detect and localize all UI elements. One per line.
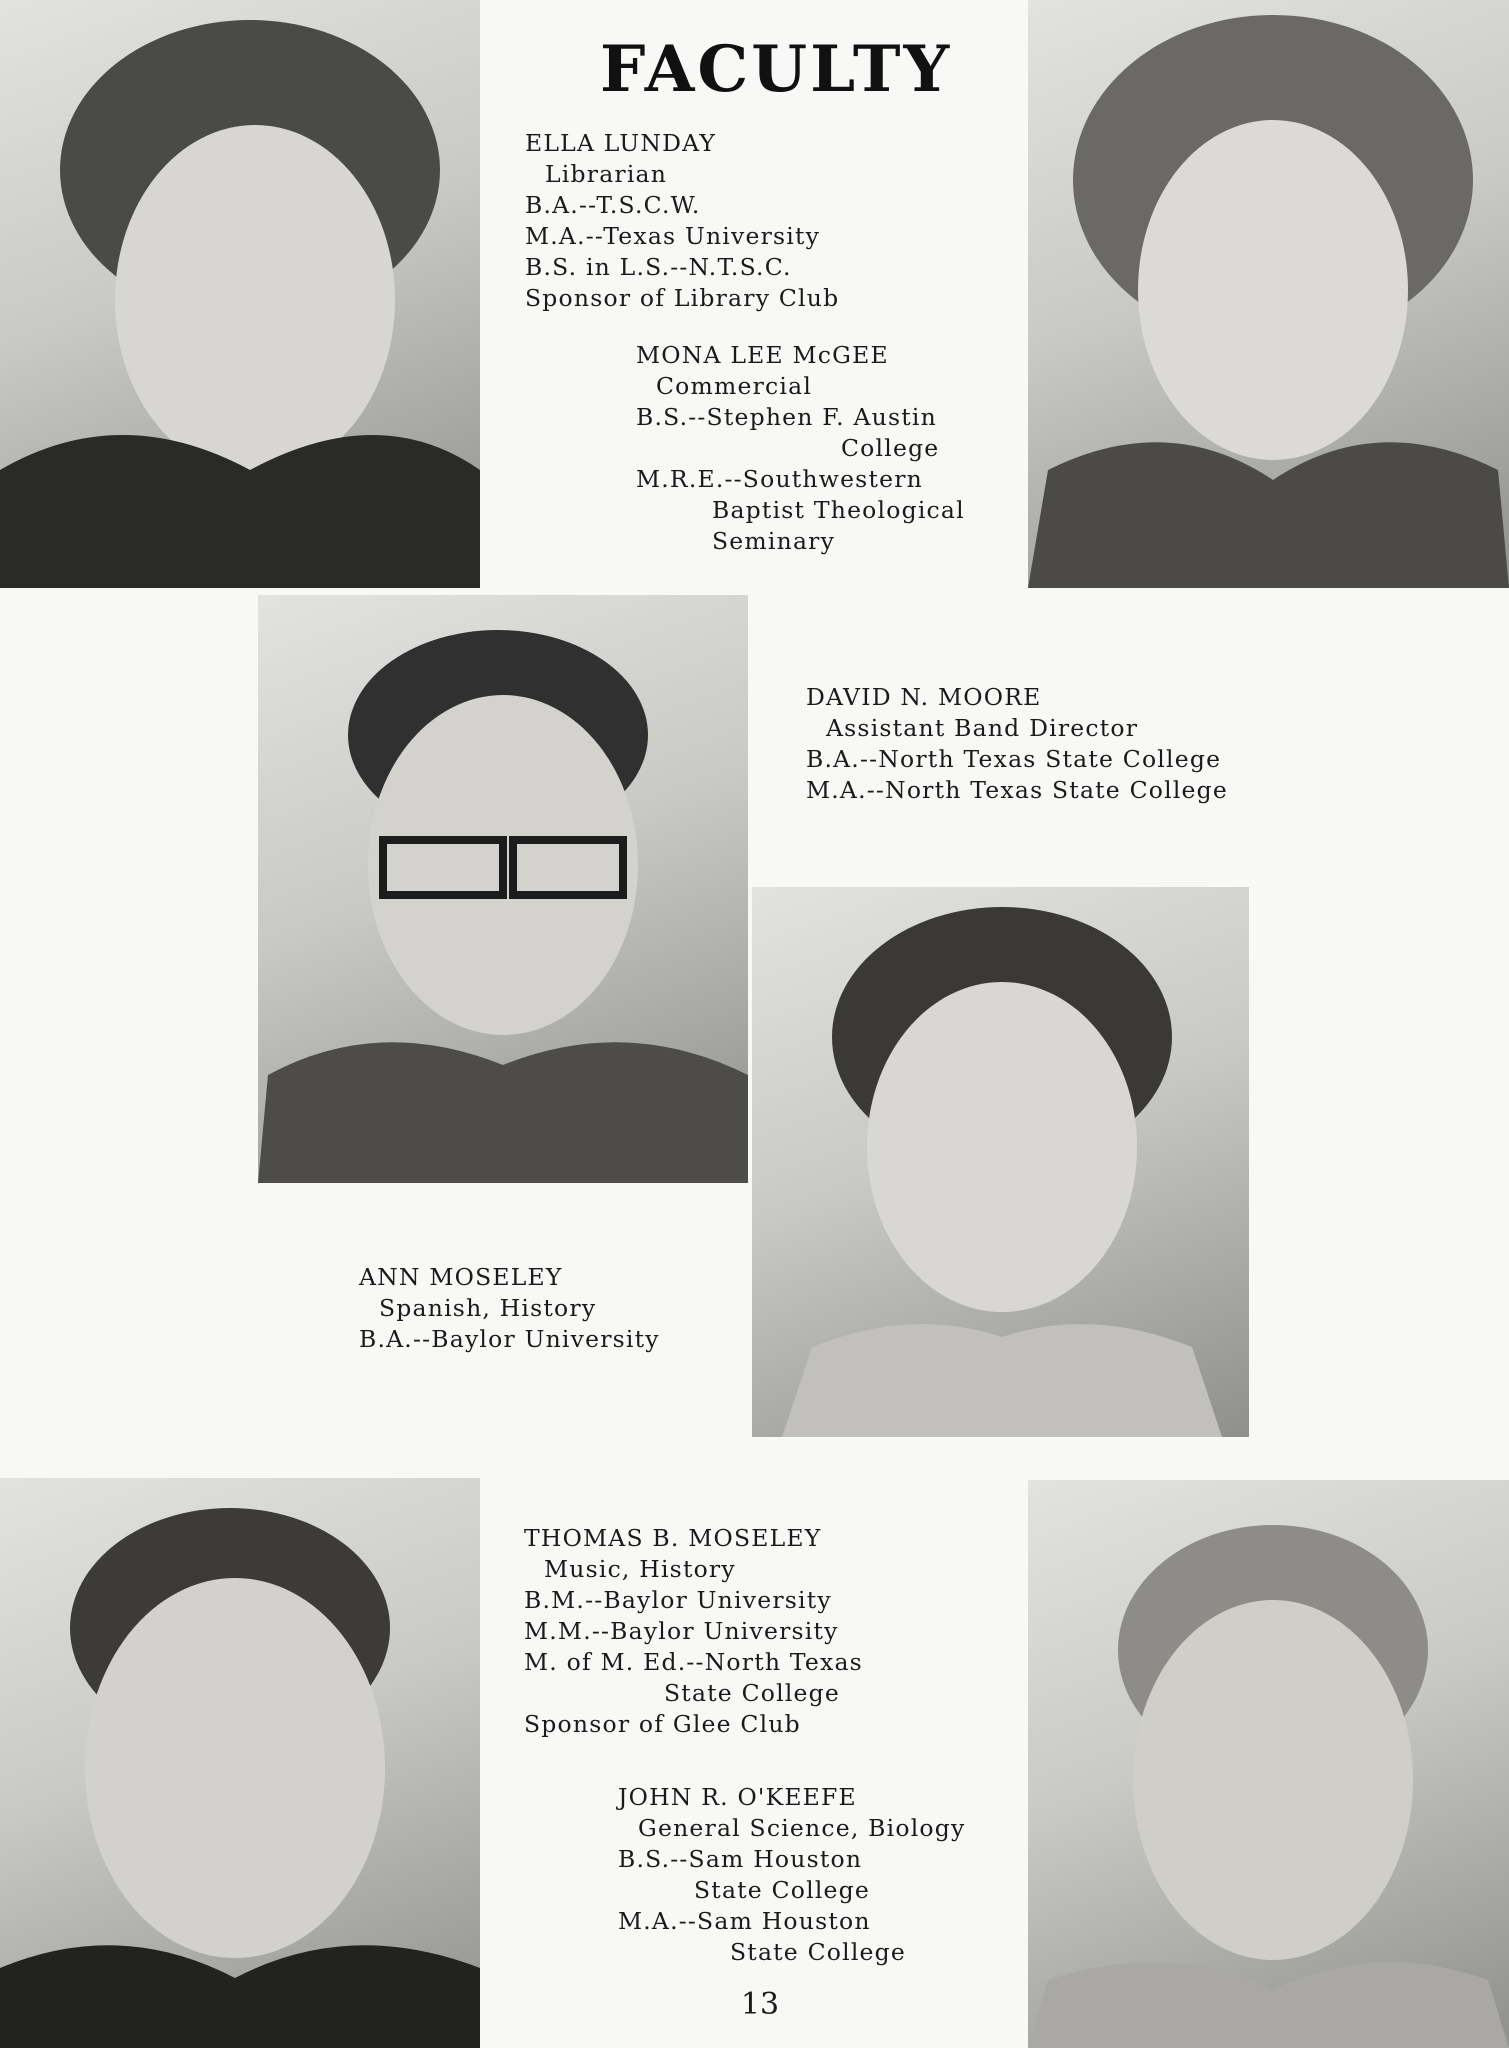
portrait-photo-thomas-moseley bbox=[0, 1478, 480, 2048]
faculty-role: Assistant Band Director bbox=[826, 714, 1139, 742]
faculty-degree: B.S. in L.S.--N.T.S.C. bbox=[525, 253, 792, 281]
faculty-degree: B.A.--North Texas State College bbox=[806, 745, 1222, 773]
faculty-name: DAVID N. MOORE bbox=[806, 683, 1042, 711]
faculty-name: ELLA LUNDAY bbox=[525, 129, 717, 157]
portrait-silhouette-icon bbox=[0, 0, 480, 588]
faculty-degree: B.M.--Baylor University bbox=[524, 1586, 832, 1614]
faculty-name: MONA LEE McGEE bbox=[636, 341, 889, 369]
portrait-photo-okeefe bbox=[1028, 1480, 1509, 2048]
faculty-sponsorship: Sponsor of Glee Club bbox=[524, 1710, 801, 1738]
faculty-entry-mcgee bbox=[636, 340, 965, 557]
faculty-degree: M.A.--North Texas State College bbox=[806, 776, 1228, 804]
faculty-degree: B.S.--Sam Houston bbox=[618, 1845, 863, 1873]
faculty-degree: Baptist Theological bbox=[712, 496, 965, 524]
faculty-role: Spanish, History bbox=[379, 1294, 597, 1322]
portrait-silhouette-icon bbox=[1028, 0, 1509, 588]
page-title: FACULTY bbox=[600, 32, 953, 107]
portrait-photo-ann-moseley bbox=[752, 887, 1249, 1437]
portrait-silhouette-icon bbox=[0, 1478, 480, 2048]
faculty-role: General Science, Biology bbox=[638, 1814, 966, 1842]
portrait-photo-mcgee bbox=[1028, 0, 1509, 588]
faculty-role: Commercial bbox=[656, 372, 813, 400]
faculty-role: Librarian bbox=[545, 160, 668, 188]
page-number: 13 bbox=[740, 1987, 780, 2022]
faculty-degree: Seminary bbox=[712, 527, 836, 555]
faculty-degree: State College bbox=[664, 1679, 840, 1707]
faculty-degree: M.A.--Texas University bbox=[525, 222, 821, 250]
faculty-degree: M. of M. Ed.--North Texas bbox=[524, 1648, 863, 1676]
faculty-entry-lunday bbox=[525, 128, 839, 314]
portrait-silhouette-icon bbox=[1028, 1480, 1509, 2048]
faculty-degree: State College bbox=[694, 1876, 870, 1904]
faculty-degree: State College bbox=[730, 1938, 906, 1966]
faculty-degree: M.R.E.--Southwestern bbox=[636, 465, 923, 493]
faculty-entry-moore bbox=[806, 682, 1228, 806]
faculty-degree: B.A.--Baylor University bbox=[359, 1325, 660, 1353]
portrait-silhouette-icon bbox=[258, 595, 748, 1183]
faculty-sponsorship: Sponsor of Library Club bbox=[525, 284, 840, 312]
faculty-name: THOMAS B. MOSELEY bbox=[524, 1524, 822, 1552]
faculty-degree: B.A.--T.S.C.W. bbox=[525, 191, 701, 219]
faculty-role: Music, History bbox=[544, 1555, 736, 1583]
faculty-entry-ann-moseley bbox=[359, 1262, 660, 1355]
faculty-entry-thomas-moseley bbox=[524, 1523, 863, 1740]
faculty-degree: B.S.--Stephen F. Austin bbox=[636, 403, 937, 431]
faculty-name: JOHN R. O'KEEFE bbox=[618, 1783, 857, 1811]
portrait-photo-lunday bbox=[0, 0, 480, 588]
faculty-degree: M.A.--Sam Houston bbox=[618, 1907, 871, 1935]
faculty-degree: College bbox=[841, 434, 940, 462]
faculty-entry-okeefe bbox=[618, 1782, 966, 1968]
faculty-degree: M.M.--Baylor University bbox=[524, 1617, 839, 1645]
portrait-photo-moore bbox=[258, 595, 748, 1183]
faculty-name: ANN MOSELEY bbox=[359, 1263, 563, 1291]
portrait-silhouette-icon bbox=[752, 887, 1249, 1437]
